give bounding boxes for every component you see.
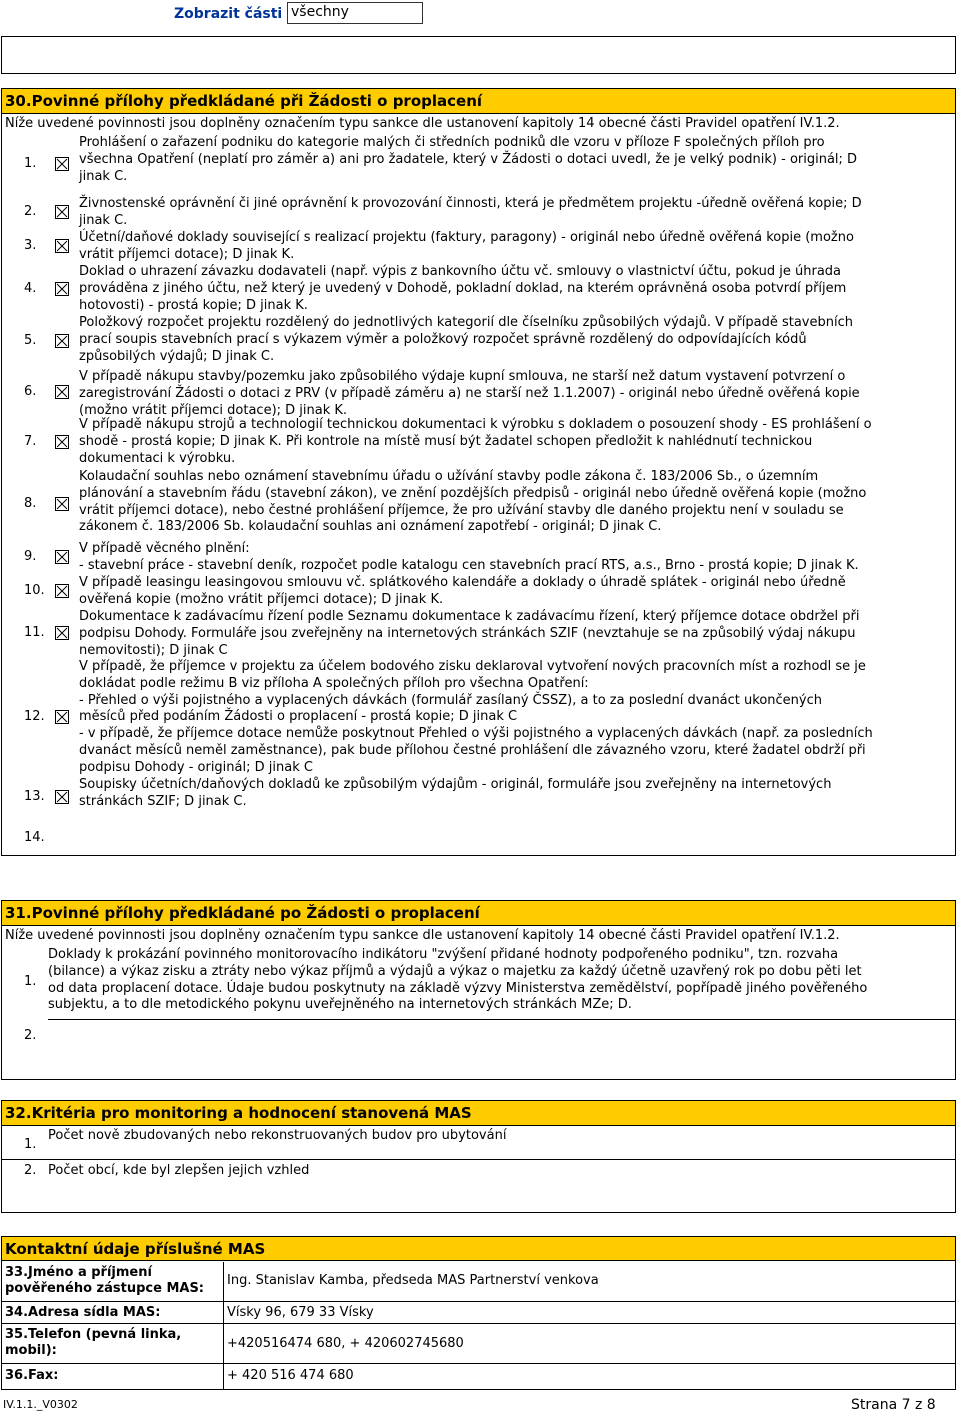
criterion-text: Počet nově zbudovaných nebo rekonstruovaných budov pro ubytování <box>48 1128 507 1143</box>
contact-value: + 420 516 474 680 <box>227 1368 354 1383</box>
contact-label: 33.Jméno a příjmení pověřeného zástupce MAS: <box>5 1265 204 1296</box>
contact-value: Vísky 96, 679 33 Vísky <box>227 1305 374 1320</box>
criterion-number: 1. <box>24 1137 37 1152</box>
attachment-text <box>79 230 947 264</box>
attachment-text-line: Doklad o uhrazení závazku dodavateli (např. výpis z bankovního účtu vč. smlouvy o vlastnictví účtu, pokud je úhrada <box>79 264 842 279</box>
section-30-title: 30.Povinné přílohy předkládané při Žádosti o proplacení <box>2 89 955 114</box>
attachment-number: 14. <box>24 830 45 845</box>
attachment-row <box>2 135 955 195</box>
criterion-number: 2. <box>24 1163 37 1178</box>
attachment-text-line: shodě - prostá kopie; D jinak K. Při kontrole na místě musí být žadatel schopen předložit k nahlédnutí technickou <box>79 433 813 449</box>
attachment-text <box>79 417 947 467</box>
post-attachment-text <box>48 947 947 1014</box>
attachment-checkbox[interactable] <box>55 205 69 219</box>
attachment-text-line: podpisu Dohody - originál; D jinak C <box>79 759 313 775</box>
attachment-text-line: V případě, že příjemce v projektu za účelem bodového zisku deklaroval vytvoření nových pracovních míst a rozhodl se je <box>79 659 866 674</box>
page-number: Strana 7 z 8 <box>851 1397 936 1413</box>
form-code: IV.1.1._V0302 <box>3 1398 78 1411</box>
section-31-title: 31.Povinné přílohy předkládané po Žádosti o proplacení <box>2 901 955 926</box>
contact-value: Ing. Stanislav Kamba, předseda MAS Partnerství venkova <box>227 1273 599 1288</box>
empty-box <box>1 36 956 74</box>
attachment-text-line: V případě nákupu strojů a technologií technickou dokumentaci k výrobku s dokladem o posouzení shody - ES prohlášení o <box>79 417 872 432</box>
attachment-text-line: zaregistrování Žádosti o dotaci z PRV (v případě záměru a) ne starší než 1.1.2007) - originál nebo úředně ověřená kopie <box>79 385 860 401</box>
contact-label: 34.Adresa sídla MAS: <box>5 1305 161 1320</box>
attachment-text-line: V případě nákupu stavby/pozemku jako způsobilého výdaje kupní smlouva, ne starší než datum vystavení potvrzení o <box>79 369 846 384</box>
attachment-number: 7. <box>24 434 37 449</box>
parts-filter-select[interactable]: všechny <box>287 2 423 24</box>
attachment-text-line: dokumentaci k výrobku. <box>79 450 236 466</box>
attachment-number: 12. <box>24 709 45 724</box>
attachment-checkbox[interactable] <box>55 584 69 598</box>
contact-title: Kontaktní údaje příslušné MAS <box>2 1237 955 1261</box>
attachment-number: 13. <box>24 789 45 804</box>
attachment-text-line: dvanáct měsíců neměl zaměstnance), pak bude přílohou čestné prohlášení dle závazného vzoru, které žadatel obdrží při <box>79 742 866 758</box>
section-32-title: 32.Kritéria pro monitoring a hodnocení stanovená MAS <box>2 1101 955 1126</box>
attachment-text-line: všechna Opatření (neplatí pro záměr a) ani pro žadatele, který v Žádosti o dotaci uvedl, že je velký podnik) - originál; D <box>79 151 858 167</box>
attachment-text-line: (možno vrátit příjemci dotace); D jinak K. <box>79 402 348 418</box>
attachment-text-line: ověřená kopie (možno vrátit příjemci dotace); D jinak K. <box>79 591 444 607</box>
attachment-text-line: Položkový rozpočet projektu rozdělený do jednotlivých kategorií dle číselníku způsobilých výdajů. V případě stavebních <box>79 315 853 330</box>
attachment-row <box>2 264 955 315</box>
attachment-text-line: V případě věcného plnění: <box>79 541 250 556</box>
section-32 <box>1 1100 956 1213</box>
attachment-number: 10. <box>24 583 45 598</box>
attachment-text <box>79 315 947 365</box>
section-31 <box>1 900 956 1080</box>
attachment-number: 8. <box>24 496 37 511</box>
attachment-checkbox[interactable] <box>55 157 69 171</box>
attachment-checkbox[interactable] <box>55 497 69 511</box>
contact-value: +420516474 680, + 420602745680 <box>227 1336 464 1351</box>
attachment-row <box>2 575 955 609</box>
attachment-row <box>2 541 955 575</box>
attachment-number: 3. <box>24 238 37 253</box>
attachment-text-line: hotovosti) - prostá kopie; D jinak K. <box>79 297 308 313</box>
attachment-text-line: Účetní/daňové doklady související s realizací projektu (faktury, paragony) - originál nebo úředně ověřená kopie (možno <box>79 230 854 245</box>
attachment-checkbox[interactable] <box>55 790 69 804</box>
contact-label: 35.Telefon (pevná linka, mobil): <box>5 1327 182 1358</box>
attachment-row <box>2 417 955 469</box>
attachment-text-line: měsíců před podáním Žádosti o proplacení - prostá kopie; D jinak C <box>79 709 518 725</box>
attachment-number: 11. <box>24 625 45 640</box>
section-30 <box>1 88 956 856</box>
attachment-text-line: V případě leasingu leasingovou smlouvu vč. splátkového kalendáře a doklady o úhradě splátek - originál nebo úředně <box>79 575 846 590</box>
attachment-number: 5. <box>24 333 37 348</box>
criterion-text: Počet obcí, kde byl zlepšen jejich vzhled <box>48 1163 310 1178</box>
attachment-text <box>79 609 947 659</box>
attachment-checkbox[interactable] <box>55 550 69 564</box>
attachment-text <box>79 196 947 230</box>
post-attachment-number: 1. <box>24 974 37 989</box>
attachment-row <box>2 315 955 369</box>
attachment-text <box>79 777 947 811</box>
attachment-text-line: dokládat podle režimu B viz příloha A společných příloh pro všechna Opatření: <box>79 675 589 691</box>
attachment-text-line: jinak C. <box>79 168 128 184</box>
attachment-text-line: Prohlášení o zařazení podniku do kategorie malých či středních podniků dle vzoru v příloze F společných příloh pro <box>79 135 825 150</box>
section-31-note: Níže uvedené povinnosti jsou doplněny označením typu sankce dle ustanovení kapitoly 14 obecné části Pravidel opatření IV.1.2. <box>5 928 840 943</box>
attachment-text-line: způsobilých výdajů; D jinak C. <box>79 348 275 364</box>
attachment-text-line: nemovitosti); D jinak C <box>79 642 228 658</box>
attachment-text-line: vrátit příjemci dotace), nebo čestné prohlášení příjemce, že pro užívání stavby dle daného projektu není v souladu se <box>79 502 844 518</box>
contact-label: 36.Fax: <box>5 1368 59 1383</box>
post-attachment-row <box>2 947 955 1019</box>
attachment-row <box>2 469 955 541</box>
post-attachment-text-line: Doklady k prokázání povinného monitorovacího indikátoru "zvýšení přidané hodnoty podpořeného podniku", tzn. rozvaha <box>48 947 839 962</box>
criterion-row <box>2 1161 955 1213</box>
attachment-row <box>2 230 955 264</box>
attachment-text-line: jinak C. <box>79 212 128 228</box>
attachment-row <box>2 196 955 230</box>
attachment-number: 9. <box>24 549 37 564</box>
attachment-text <box>79 659 947 777</box>
attachment-text-line: prací soupis stavebních prací s výkazem výměr a položkový rozpočet správně rozdělený do odpovídajících kódů <box>79 331 807 347</box>
attachment-text-line: vrátit příjemci dotace); D jinak K. <box>79 246 295 262</box>
contact-row <box>2 1262 955 1302</box>
attachment-number: 6. <box>24 384 37 399</box>
attachment-text-line: prováděna z jiného účtu, než který je uvedený v Dohodě, pokladní doklad, na kterém oprávněná osoba potvrdí příjem <box>79 280 847 296</box>
attachment-text-line: Soupisky účetních/daňových dokladů ke způsobilým výdajům - originál, formuláře jsou zveřejněny na internetových <box>79 777 832 792</box>
post-attachment-text-line: subjektu, a to dle metodického pokynu uveřejněného na internetových stránkách MZe; D. <box>48 997 632 1013</box>
attachment-text-line: Kolaudační souhlas nebo oznámení stavebnímu úřadu o užívání stavby podle zákona č. 183/2006 Sb., o územním <box>79 469 819 484</box>
attachment-number: 4. <box>24 281 37 296</box>
attachment-checkbox[interactable] <box>55 626 69 640</box>
attachment-text-line: - v případě, že příjemce dotace nemůže poskytnout Přehled o výši pojistného a vyplacených dávkách (např. za posledních <box>79 726 873 742</box>
attachment-text-line: plánování a stavebním řádu (stavební zákon), ve znění pozdějších předpisů - originál nebo úředně ověřená kopie (možno <box>79 485 867 501</box>
criterion-row <box>2 1128 955 1160</box>
post-attachment-text-line: (bilance) a výkaz zisku a ztráty nebo výkaz příjmů a výdajů a výkaz o majetku za každý účetně uzavřený rok po dobu pěti let <box>48 963 862 979</box>
attachment-number: 2. <box>24 204 37 219</box>
attachment-checkbox[interactable] <box>55 239 69 253</box>
attachment-row <box>2 659 955 777</box>
attachment-text-line: Dokumentace k zadávacímu řízení podle Seznamu dokumentace k zadávacímu řízení, který příjemce dotace obdržel při <box>79 609 860 624</box>
attachment-text-line: stránkách SZIF; D jinak C. <box>79 793 247 809</box>
post-attachment-row <box>24 1019 955 1079</box>
attachment-text-line: podpisu Dohody. Formuláře jsou zveřejněny na internetových stránkách SZIF (nevztahuje se na způsobilý výdaj nákupu <box>79 625 856 641</box>
attachment-text <box>79 135 947 185</box>
attachment-checkbox[interactable] <box>55 282 69 296</box>
attachment-checkbox[interactable] <box>55 385 69 399</box>
attachment-text-line: Živnostenské oprávnění či jiné oprávnění k provozování činnosti, která je předmětem projektu -úředně ověřená kopie; D <box>79 196 862 211</box>
attachment-row <box>2 609 955 659</box>
contact-row <box>2 1324 955 1364</box>
attachment-row <box>2 819 955 859</box>
attachment-checkbox[interactable] <box>55 435 69 449</box>
attachment-text <box>79 469 947 536</box>
attachment-row <box>2 369 955 417</box>
attachment-text <box>79 541 947 575</box>
attachment-text-line: - Přehled o výši pojistného a vyplacených dávkách (formulář zasílaný ČSSZ), a to za poslední dvanáct ukončených <box>79 692 822 708</box>
attachment-number: 1. <box>24 156 37 171</box>
contact-table <box>1 1236 956 1390</box>
post-attachment-number: 2. <box>24 1028 37 1043</box>
attachment-text-line: zákonem č. 183/2006 Sb. kolaudační souhlas ani oznámení zapotřebí - originál; D jinak C. <box>79 519 662 535</box>
attachment-text <box>79 369 947 419</box>
attachment-checkbox[interactable] <box>55 710 69 724</box>
contact-row <box>2 1302 955 1324</box>
attachment-checkbox[interactable] <box>55 334 69 348</box>
attachment-text-line: - stavební práce - stavební deník, rozpočet podle katalogu cen stavebních prací RTS, a.s., Brno - prostá kopie; D jinak K. <box>79 557 859 573</box>
attachment-text <box>79 264 947 314</box>
attachment-text <box>79 575 947 609</box>
attachment-row <box>2 777 955 819</box>
section-30-note: Níže uvedené povinnosti jsou doplněny označením typu sankce dle ustanovení kapitoly 14 obecné části Pravidel opatření IV.1.2. <box>5 116 840 131</box>
filter-label: Zobrazit části <box>174 6 283 22</box>
post-attachment-text-line: od data proplacení dotace. Údaje budou poskytnuty na základě výzvy Ministerstva zemědělství, popřípadě jiného pověřeného <box>48 980 868 996</box>
contact-row <box>2 1364 955 1390</box>
